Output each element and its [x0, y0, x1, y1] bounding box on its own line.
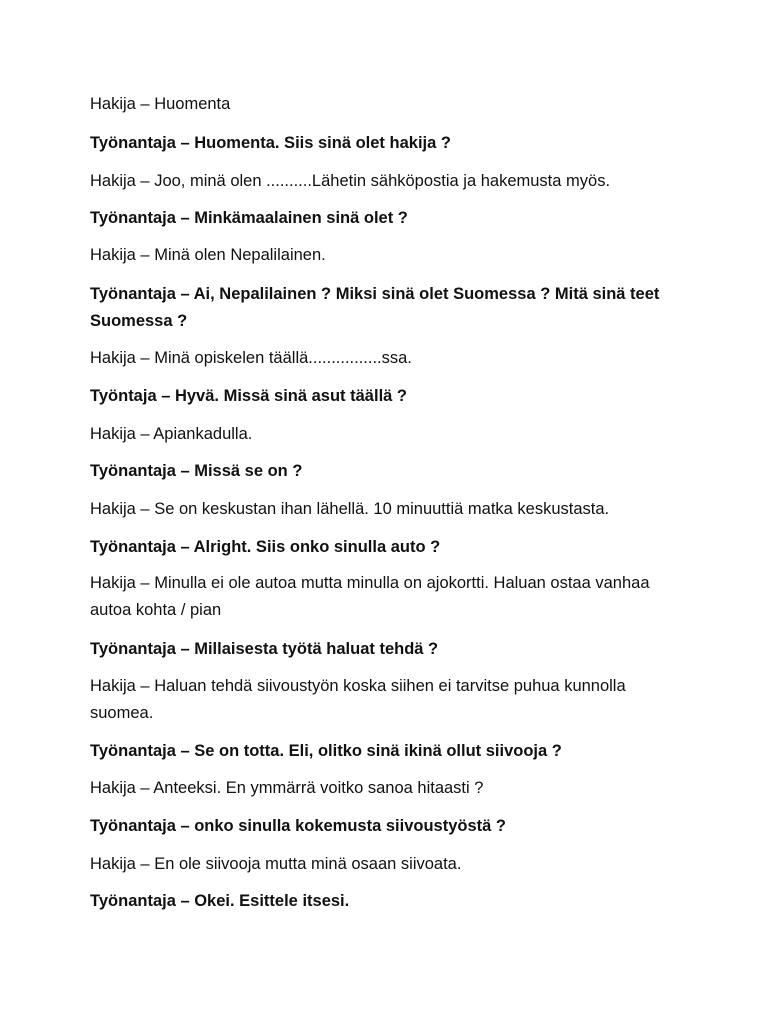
dialogue-line-applicant: Hakija – Minä olen Nepalilainen. — [90, 246, 326, 264]
dialogue-line-applicant: Hakija – Minulla ei ole autoa mutta minulla on ajokortti. Haluan ostaa vanhaa autoa kohta / pian — [90, 574, 650, 619]
dialogue-line-employer: Työnantaja – Huomenta. Siis sinä olet hakija ? — [90, 134, 451, 152]
dialogue-line-employer: Työnantaja – Okei. Esittele itsesi. — [90, 892, 350, 910]
dialogue-line-applicant: Hakija – Se on keskustan ihan lähellä. 10 minuuttiä matka keskustasta. — [90, 500, 610, 518]
dialogue-line-applicant: Hakija – Apiankadulla. — [90, 425, 253, 443]
dialogue-line-applicant: Hakija – Joo, minä olen ..........Lähetin sähköpostia ja hakemusta myös. — [90, 172, 611, 190]
dialogue-line-employer: Työnantaja – Alright. Siis onko sinulla auto ? — [90, 538, 441, 556]
dialogue-line-employer: Työnantaja – onko sinulla kokemusta siivoustyöstä ? — [90, 817, 506, 835]
dialogue-line-employer: Työnantaja – Missä se on ? — [90, 462, 303, 480]
dialogue-line-employer: Työnantaja – Minkämaalainen sinä olet ? — [90, 209, 408, 227]
dialogue-line-applicant: Hakija – Huomenta — [90, 95, 231, 113]
dialogue-line-employer: Työnantaja – Millaisesta työtä haluat tehdä ? — [90, 640, 439, 658]
dialogue-line-applicant: Hakija – Anteeksi. En ymmärrä voitko sanoa hitaasti ? — [90, 779, 484, 797]
dialogue-line-employer: Työnantaja – Se on totta. Eli, olitko sinä ikinä ollut siivooja ? — [90, 742, 562, 760]
dialogue-line-applicant: Hakija – Haluan tehdä siivoustyön koska siihen ei tarvitse puhua kunnolla suomea. — [90, 677, 626, 722]
dialogue-line-employer: Työnantaja – Ai, Nepalilainen ? Miksi sinä olet Suomessa ? Mitä sinä teet Suomessa ? — [90, 285, 660, 330]
dialogue-line-applicant: Hakija – En ole siivooja mutta minä osaan siivoata. — [90, 855, 462, 873]
dialogue-line-employer: Työntaja – Hyvä. Missä sinä asut täällä ? — [90, 387, 407, 405]
dialogue-line-applicant: Hakija – Minä opiskelen täällä................ssa. — [90, 349, 412, 367]
